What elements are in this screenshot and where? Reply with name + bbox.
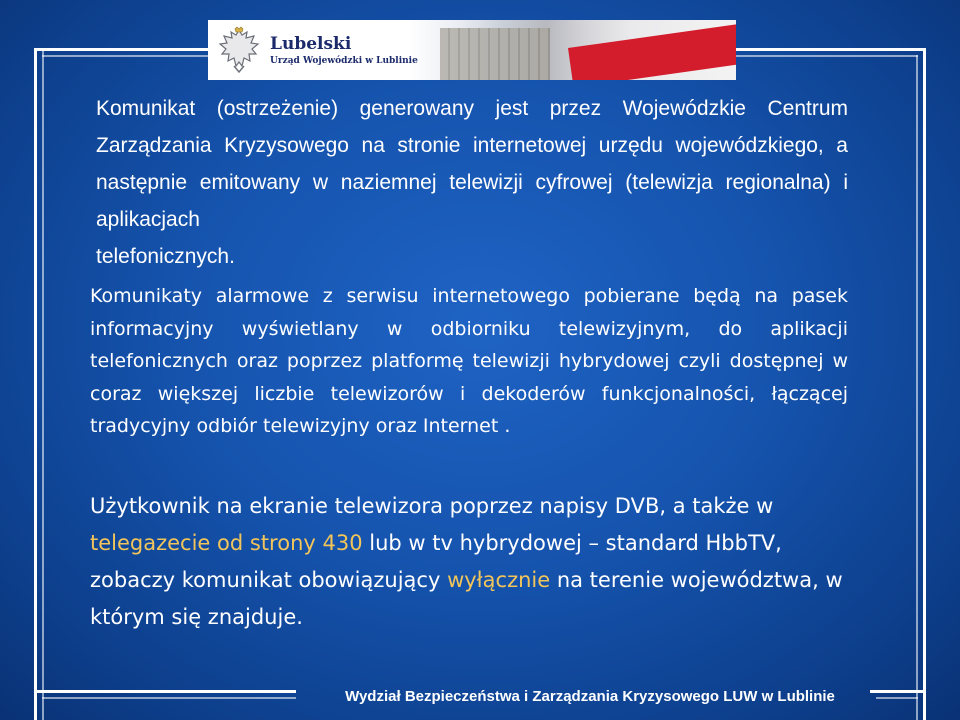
paragraph-3 xyxy=(90,488,850,636)
eagle-emblem-icon xyxy=(216,26,262,74)
footer-department: Wydział Bezpieczeństwa i Zarządzania Kryzysowego LUW w Lublinie xyxy=(345,688,835,705)
flag-image xyxy=(568,20,736,80)
building-image xyxy=(440,28,550,80)
frame-bottom-left-inner xyxy=(42,697,296,699)
frame-top-left xyxy=(34,48,208,51)
header-banner xyxy=(208,20,736,80)
frame-top-left-inner xyxy=(42,55,208,57)
frame-left-outer xyxy=(34,48,37,720)
highlight-teletext: telegazecie od strony 430 xyxy=(90,531,363,555)
paragraph-3-part-2: lub w tv hybrydowej – standard HbbTV, zobaczy komunikat obowiązujący xyxy=(90,531,782,592)
frame-left-inner xyxy=(42,48,44,720)
paragraph-3-part-3: na terenie województwa, w którym się znajduje. xyxy=(90,568,843,629)
paragraph-1-last-line: telefonicznych. xyxy=(96,245,235,268)
logo-title: Lubelski xyxy=(270,34,352,54)
paragraph-3-part-1: Użytkownik na ekranie telewizora poprzez napisy DVB, a także w xyxy=(90,494,774,518)
frame-right-inner xyxy=(916,55,918,720)
paragraph-1 xyxy=(96,90,848,275)
frame-top-right xyxy=(736,48,926,51)
highlight-exclusively: wyłącznie xyxy=(447,568,551,592)
logo-subtitle: Urząd Wojewódzki w Lublinie xyxy=(270,56,418,66)
frame-top-right-inner xyxy=(736,55,918,57)
frame-bottom-right-inner xyxy=(876,697,918,699)
frame-right-outer xyxy=(923,48,926,720)
paragraph-1-text: Komunikat (ostrzeżenie) generowany jest przez Wojewódzkie Centrum Zarządzania Kryzysowego na stronie internetowej urzędu wojewódzkiego, a następnie emitowany w naziemnej telewizji cyfrowej (telewizja regionalna) i aplikacjach xyxy=(96,97,848,231)
paragraph-2: Komunikaty alarmowe z serwisu internetowego pobierane będą na pasek informacyjny wyświetlany w odbiorniku telewizyjnym, do aplikacji telefonicznych oraz poprzez platformę telewizji hybrydowej czyli dostępnej w coraz większej liczbie telewizorów i dekoderów funkcjonalności, łączącej tradycyjny odbiór telewizyjny oraz Internet . xyxy=(90,285,848,437)
frame-bottom-left xyxy=(34,690,296,693)
